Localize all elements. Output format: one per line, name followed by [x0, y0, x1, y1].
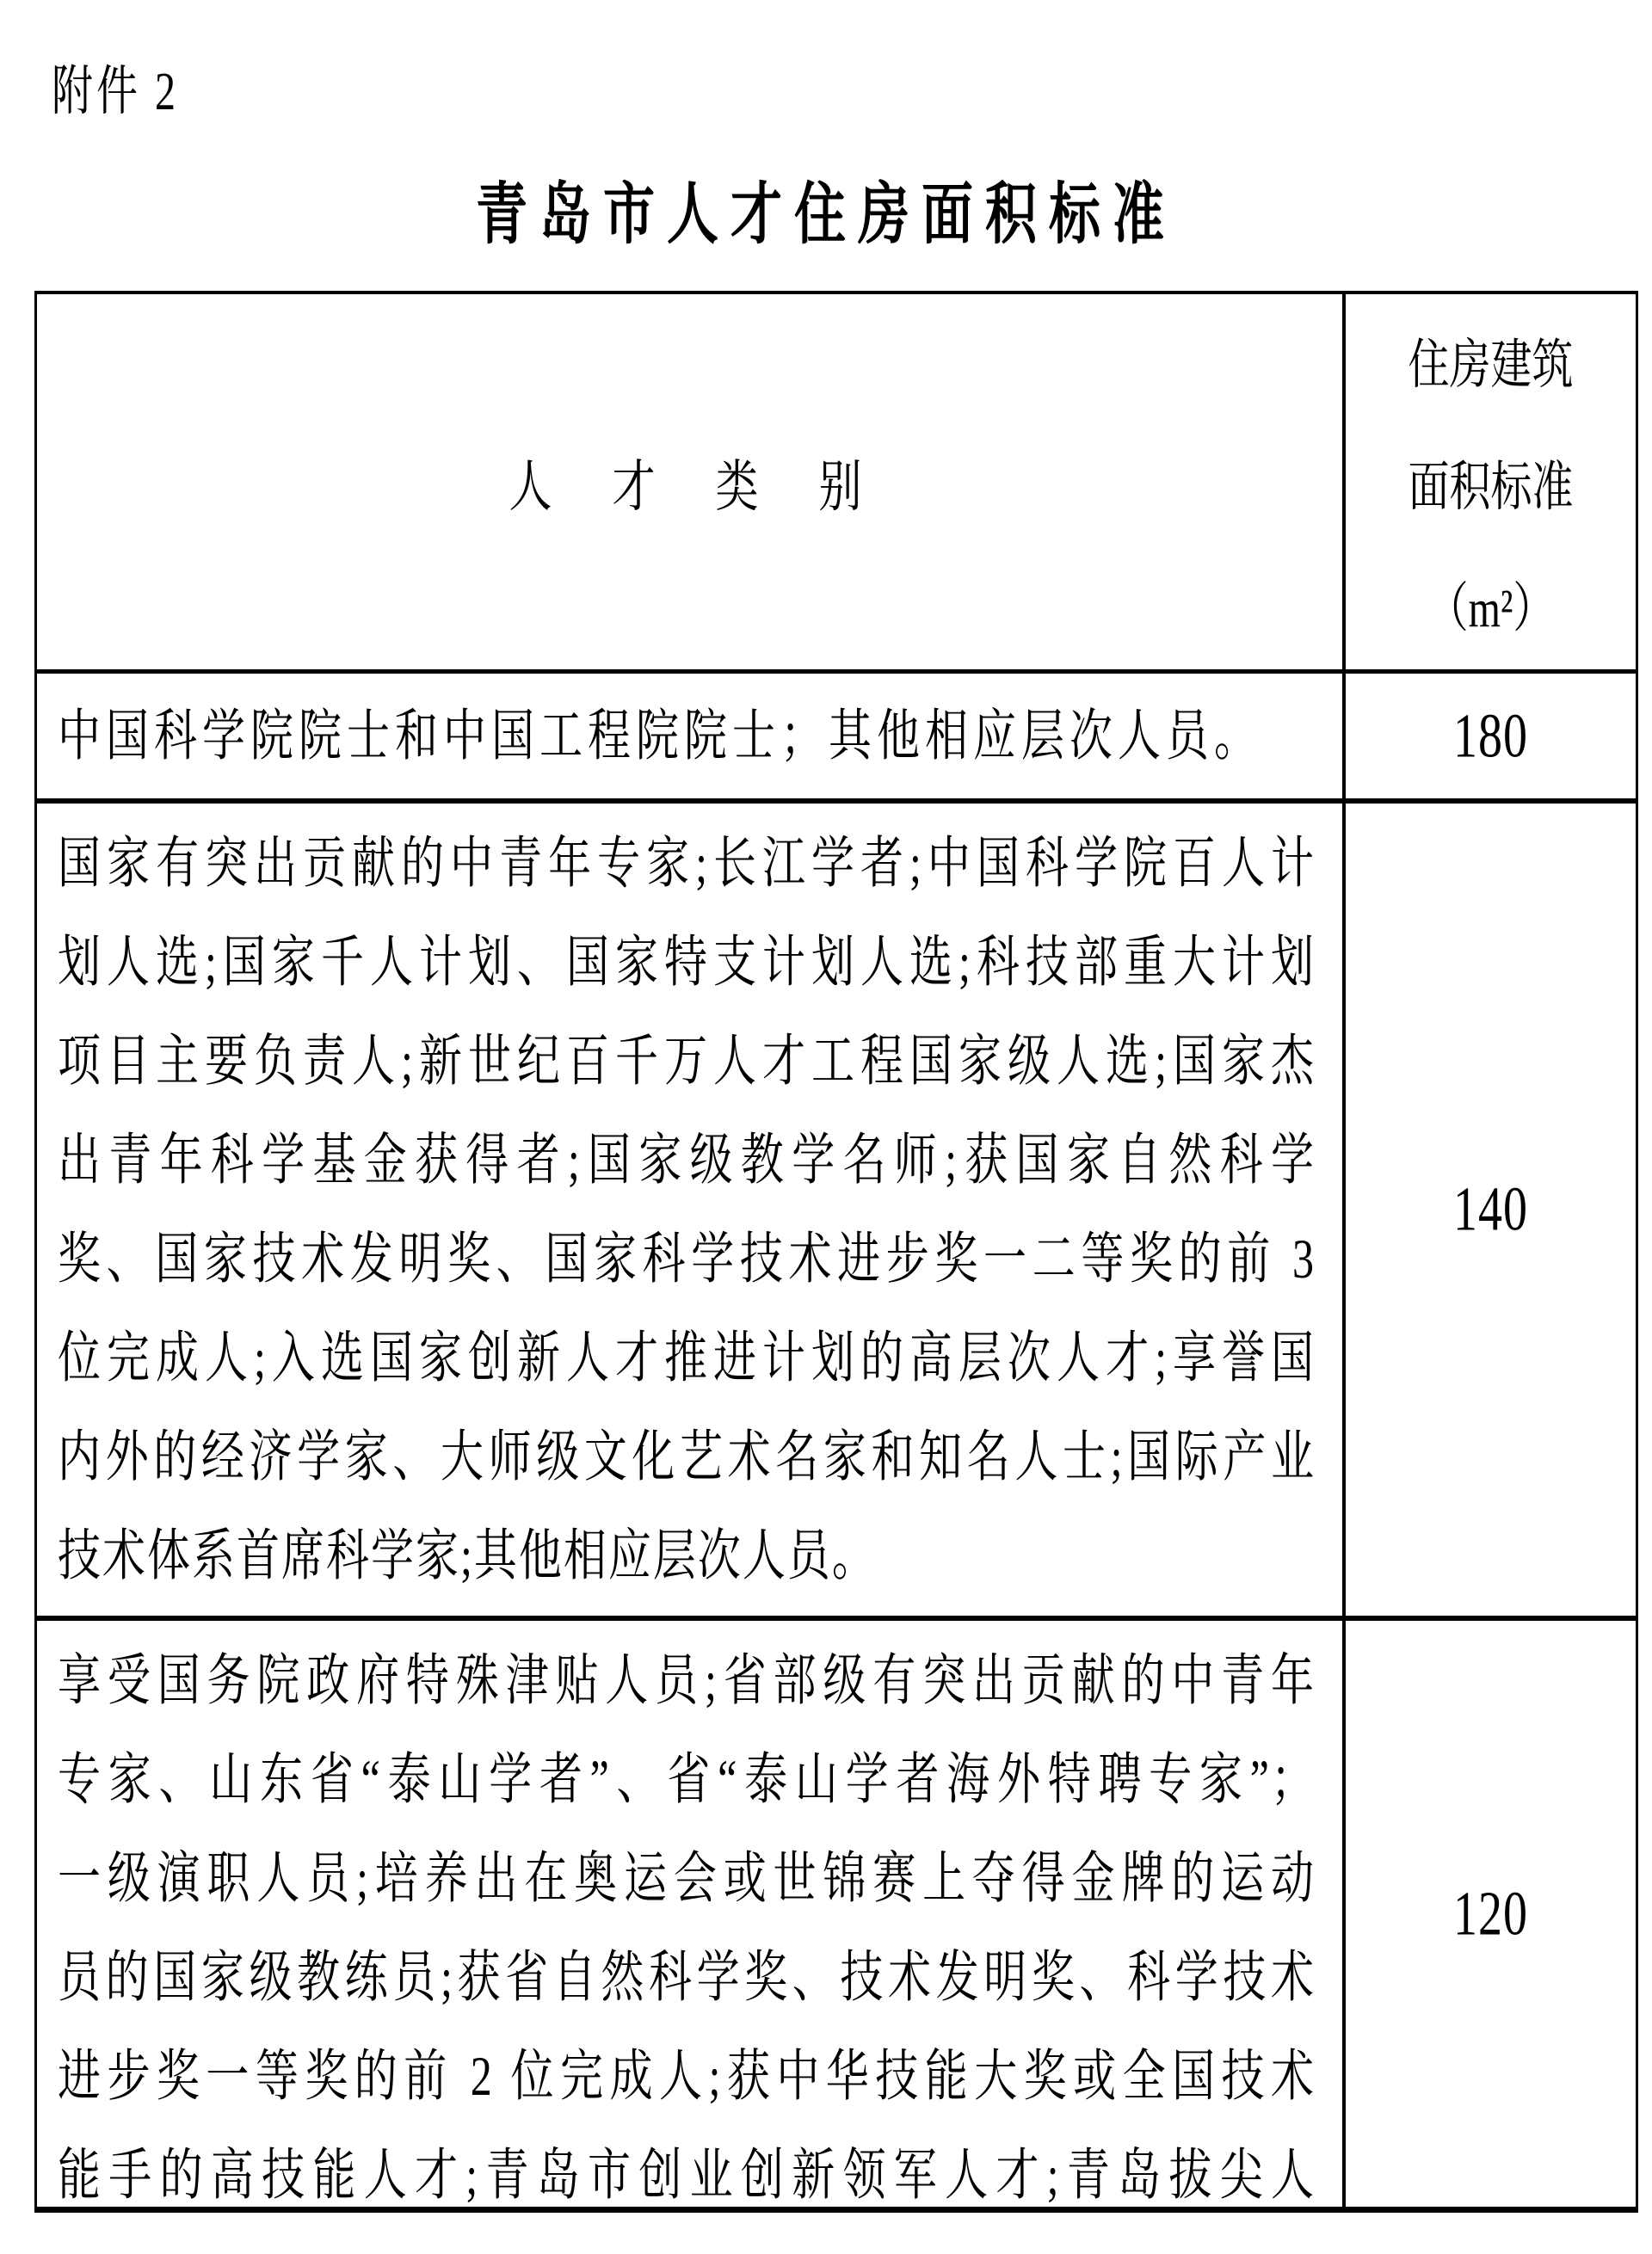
category-text-line: 位完成人;入选国家创新人才推进计划的高层次人才;享誉国: [58, 1326, 1316, 1389]
category-text-line: 享受国务院政府特殊津贴人员;省部级有突出贡献的中青年: [58, 1648, 1316, 1712]
category-text-line: 奖、国家技术发明奖、国家科学技术进步奖一二等奖的前 3: [58, 1227, 1316, 1290]
talent-table: [34, 291, 1638, 2213]
category-text-line: 国家有突出贡献的中青年专家;长江学者;中国科学院百人计: [58, 831, 1316, 895]
category-text-line: 能手的高技能人才;青岛市创业创新领军人才;青岛拔尖人: [58, 2143, 1316, 2207]
header-category-label: 人 才 类 别: [509, 454, 871, 518]
category-text-line: 划人选;国家千人计划、国家特支计划人选;科技部重大计划: [58, 930, 1316, 994]
standard-cell-row2: [1346, 804, 1636, 1616]
page-title: 青岛市人才住房面积标准: [476, 177, 1176, 252]
category-text-line: 进步奖一等奖的前 2 位完成人;获中华技能大奖或全国技术: [58, 2044, 1316, 2108]
standard-cell-row3: [1346, 1621, 1636, 2207]
header-standard-line-2: 面积标准: [1408, 458, 1574, 517]
category-cell-row2: [37, 804, 1342, 1616]
standard-value-row3: 120: [1453, 1879, 1528, 1949]
category-text-line: 员的国家级教练员;获省自然科学奖、技术发明奖、科学技术: [58, 1945, 1316, 2009]
standard-value-row1: 180: [1453, 701, 1528, 771]
category-text-line: 一级演职人员;培养出在奥运会或世锦赛上夺得金牌的运动: [58, 1846, 1316, 1910]
category-text-line: 项目主要负责人;新世纪百千万人才工程国家级人选;国家杰: [58, 1029, 1316, 1093]
header-standard-cell: [1346, 294, 1636, 669]
category-text-line: 内外的经济学家、大师级文化艺术名家和知名人士;国际产业: [58, 1425, 1316, 1488]
category-text-line: 专家、山东省“泰山学者”、省“泰山学者海外特聘专家”；: [58, 1747, 1316, 1811]
header-standard-line-3: （m²）: [1427, 579, 1555, 639]
header-standard-line-1: 住房建筑: [1408, 336, 1574, 396]
category-text-line: 中国科学院院士和中国工程院院士；其他相应层次人员。: [58, 704, 1262, 767]
category-cell-row3: [37, 1621, 1342, 2207]
standard-cell-row1: [1346, 674, 1636, 798]
header-category-cell: [37, 294, 1342, 669]
category-cell-row1: [37, 674, 1342, 798]
category-text-line: 技术体系首席科学家;其他相应层次人员。: [58, 1524, 877, 1587]
attachment-label: 附件 2: [52, 62, 180, 122]
standard-value-row2: 140: [1453, 1174, 1528, 1245]
category-text-line: 出青年科学基金获得者;国家级教学名师;获国家自然科学: [58, 1128, 1316, 1192]
